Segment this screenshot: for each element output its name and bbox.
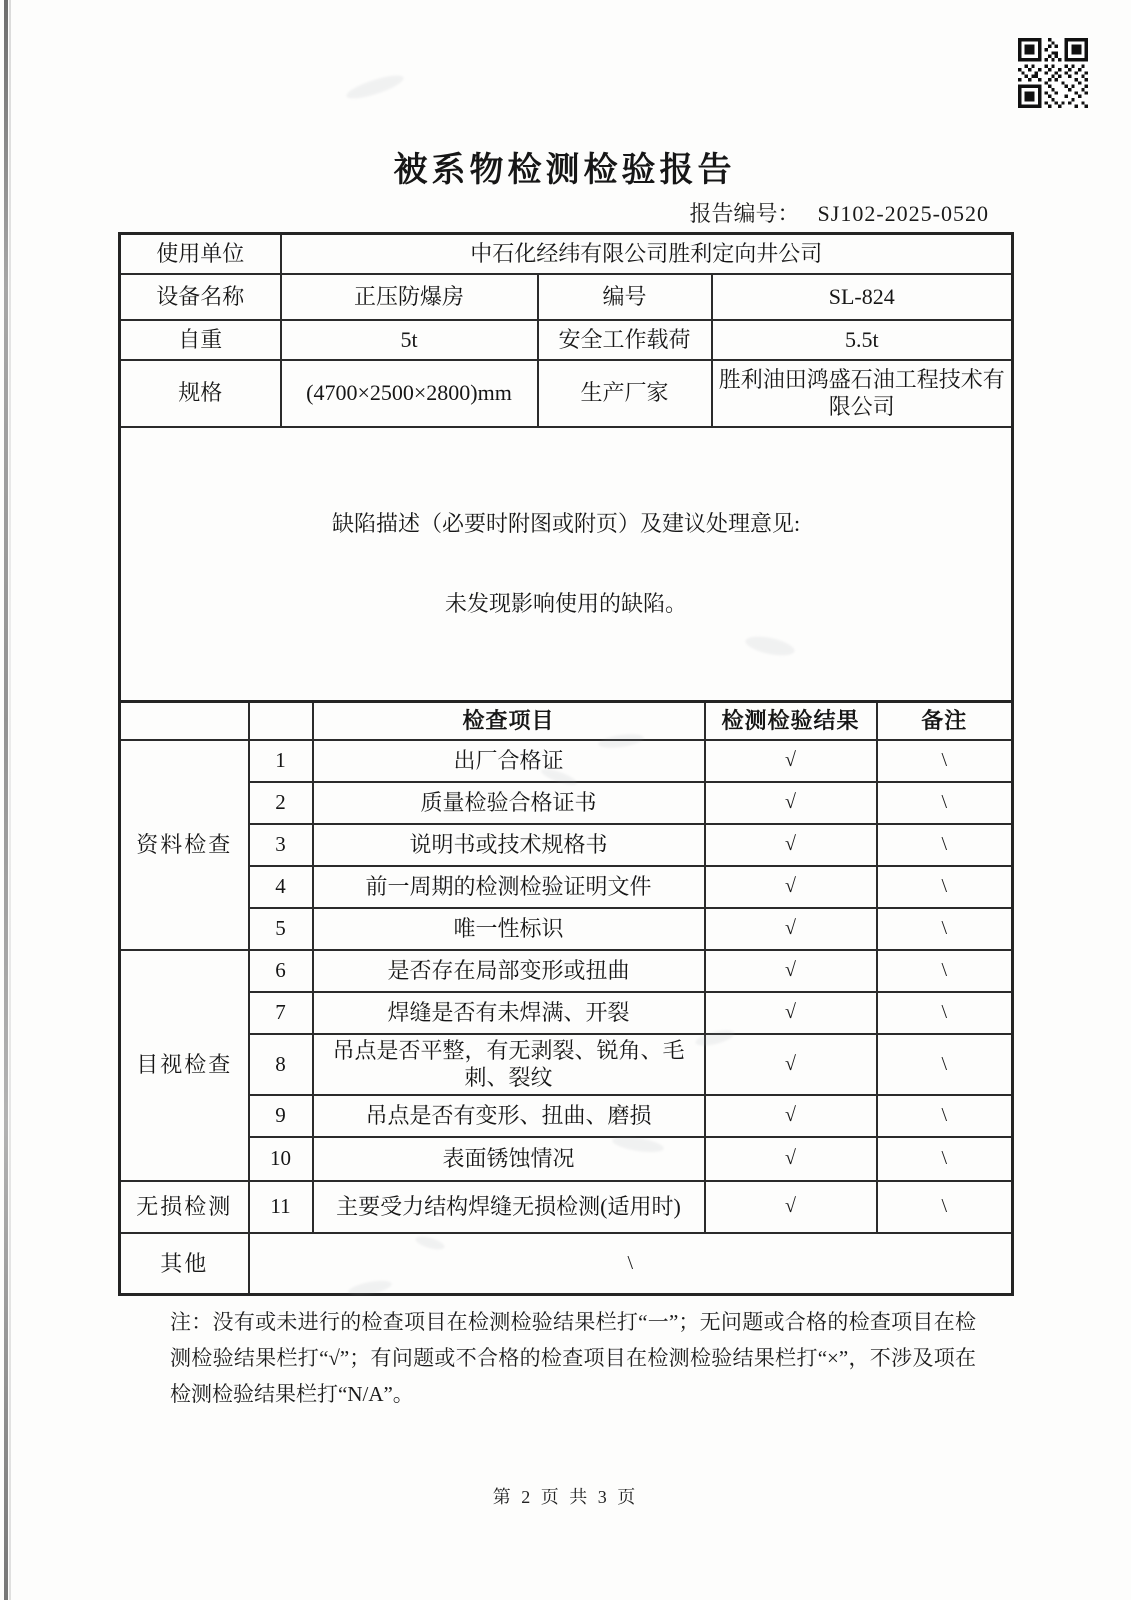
row-item: 质量检验合格证书 [313, 782, 705, 824]
checklist-row [120, 950, 1013, 992]
row-remark: \ [877, 782, 1013, 824]
row-number: 3 [249, 824, 313, 866]
row-item: 前一周期的检测检验证明文件 [313, 866, 705, 908]
group-label-document-check: 资料检查 [120, 740, 249, 950]
row-item: 吊点是否有变形、扭曲、磨损 [313, 1095, 705, 1137]
report-number-label: 报告编号： [689, 201, 800, 226]
report-number-line [118, 197, 1011, 228]
checklist-row [120, 1137, 1013, 1181]
checklist-other-row [120, 1233, 1013, 1295]
header-remark: 备注 [877, 702, 1013, 740]
row-remark: \ [877, 866, 1013, 908]
row-item: 说明书或技术规格书 [313, 824, 705, 866]
checklist-row [120, 824, 1013, 866]
row-number: 6 [249, 950, 313, 992]
row-number: 11 [249, 1181, 313, 1233]
scan-noise-artifact [344, 71, 405, 103]
table-row [120, 234, 1013, 274]
row-number: 1 [249, 740, 313, 782]
manufacturer-label: 生产厂家 [538, 360, 712, 427]
row-remark: \ [877, 950, 1013, 992]
row-item: 主要受力结构焊缝无损检测(适用时) [313, 1181, 705, 1233]
header-number-empty [249, 702, 313, 740]
checklist-row [120, 992, 1013, 1034]
checklist-row [120, 1181, 1013, 1233]
row-remark: \ [877, 992, 1013, 1034]
row-remark: \ [877, 1137, 1013, 1181]
usage-unit-label: 使用单位 [120, 234, 281, 274]
other-label: 其他 [120, 1233, 249, 1295]
row-item: 表面锈蚀情况 [313, 1137, 705, 1181]
group-label-ndt: 无损检测 [120, 1181, 249, 1233]
row-number: 8 [249, 1034, 313, 1095]
row-number: 7 [249, 992, 313, 1034]
row-result: √ [705, 866, 877, 908]
row-number: 4 [249, 866, 313, 908]
row-result: √ [705, 782, 877, 824]
row-result: √ [705, 992, 877, 1034]
row-result: √ [705, 1095, 877, 1137]
qr-code [1018, 38, 1088, 108]
other-value: \ [249, 1233, 1013, 1295]
row-result: √ [705, 740, 877, 782]
row-number: 10 [249, 1137, 313, 1181]
equipment-info-table [118, 232, 1014, 703]
page-title: 被系物检测检验报告 [393, 152, 736, 189]
checklist-row [120, 1095, 1013, 1137]
row-item: 焊缝是否有未焊满、开裂 [313, 992, 705, 1034]
row-remark: \ [877, 1181, 1013, 1233]
checklist-row [120, 782, 1013, 824]
serial-label: 编号 [538, 274, 712, 320]
row-item: 是否存在局部变形或扭曲 [313, 950, 705, 992]
weight-value: 5t [281, 320, 538, 360]
row-result: √ [705, 950, 877, 992]
usage-unit-value: 中石化经纬有限公司胜利定向井公司 [281, 234, 1013, 274]
table-row [120, 274, 1013, 320]
row-result: √ [705, 1137, 877, 1181]
table-row [120, 320, 1013, 360]
scan-edge-artifact-light [9, 0, 11, 1600]
checklist-row [120, 740, 1013, 782]
table-row [120, 427, 1013, 702]
row-number: 5 [249, 908, 313, 950]
swl-value: 5.5t [712, 320, 1013, 360]
defect-description-title: 缺陷描述（必要时附图或附页）及建议处理意见: [331, 511, 801, 537]
defect-finding: 未发现影响使用的缺陷。 [444, 590, 687, 616]
row-remark: \ [877, 1095, 1013, 1137]
row-result: √ [705, 1181, 877, 1233]
spec-value: (4700×2500×2800)mm [281, 360, 538, 427]
row-number: 2 [249, 782, 313, 824]
row-item: 吊点是否平整，有无剥裂、锐角、毛刺、裂纹 [313, 1034, 705, 1095]
row-result: √ [705, 1034, 877, 1095]
checklist-header-row [120, 702, 1013, 740]
row-remark: \ [877, 740, 1013, 782]
inspection-checklist-table [118, 700, 1014, 1296]
weight-label: 自重 [120, 320, 281, 360]
scan-edge-artifact [4, 0, 8, 1600]
table-row [120, 360, 1013, 427]
row-remark: \ [877, 908, 1013, 950]
row-remark: \ [877, 1034, 1013, 1095]
defect-description-cell [120, 427, 1013, 702]
checklist-row [120, 908, 1013, 950]
group-label-visual-check: 目视检查 [120, 950, 249, 1181]
report-number-value: SJ102-2025-0520 [817, 201, 989, 226]
spec-label: 规格 [120, 360, 281, 427]
header-group-empty [120, 702, 249, 740]
swl-label: 安全工作载荷 [538, 320, 712, 360]
row-number: 9 [249, 1095, 313, 1137]
device-name-label: 设备名称 [120, 274, 281, 320]
checklist-row [120, 866, 1013, 908]
header-item: 检查项目 [313, 702, 705, 740]
row-item: 唯一性标识 [313, 908, 705, 950]
serial-value: SL-824 [712, 274, 1013, 320]
device-name-value: 正压防爆房 [281, 274, 538, 320]
checklist-row [120, 1034, 1013, 1095]
row-result: √ [705, 824, 877, 866]
row-remark: \ [877, 824, 1013, 866]
page-number: 第 2 页 共 3 页 [492, 1487, 639, 1507]
row-item: 出厂合格证 [313, 740, 705, 782]
note-text: 注：没有或未进行的检查项目在检测检验结果栏打“一”；无问题或合格的检查项目在检测检验结果栏打“√”；有问题或不合格的检查项目在检测检验结果栏打“×”，不涉及项在检测检验结果栏打“N/A”。 [170, 1310, 976, 1406]
header-result: 检测检验结果 [705, 702, 877, 740]
manufacturer-value: 胜利油田鸿盛石油工程技术有限公司 [712, 360, 1013, 427]
row-result: √ [705, 908, 877, 950]
